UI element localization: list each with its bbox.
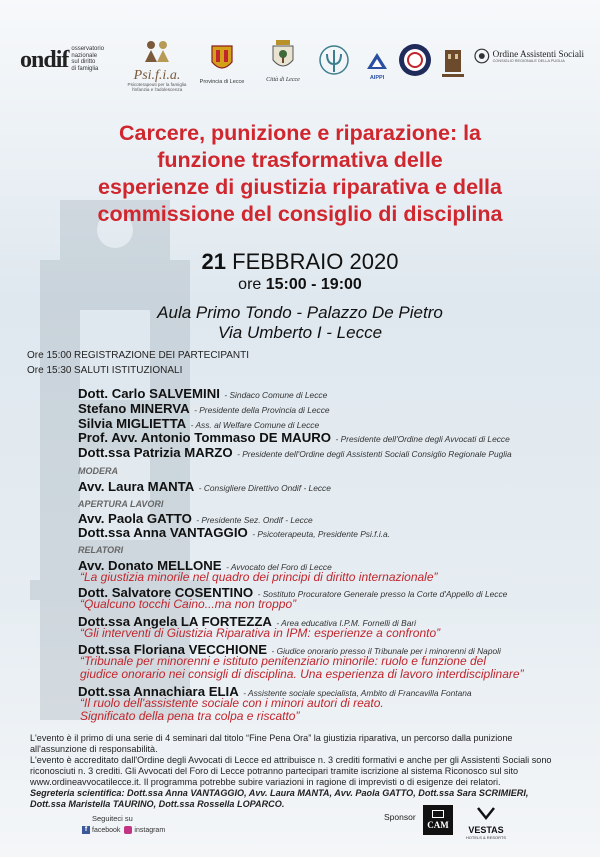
speaker-role: - Presidente Sez. Ondif - Lecce	[196, 515, 313, 525]
segreteria-line: Segreteria scientifica: Dott.ssa Anna VANTAGGIO, Avv. Laura MANTA, Avv. Paola GATTO, Dott.ssa Sara SCRIMIERI,	[30, 788, 529, 798]
note-line: www.ordineavvocatilecce.it. Il programma potrebbe subire variazioni in ragione di imprevisti o di esigenze dei relatori.	[30, 777, 501, 787]
ordine-subtitle: CONSIGLIO REGIONALE DELLA PUGLIA	[492, 59, 565, 63]
provincia-label: Provincia di Lecce	[199, 79, 245, 85]
section-label-apertura: APERTURA LAVORI	[78, 499, 164, 509]
talk-title: “Gli interventi di Giustizia Riparativa in IPM: esperienze a confronto”	[80, 626, 441, 640]
speaker-role: - Sindaco Comune di Lecce	[224, 390, 328, 400]
provincia-lecce-logo	[196, 44, 248, 85]
talk-title: “Tribunale per minorenni e istituto penitenziario minorile: ruolo e funzione del	[80, 654, 486, 668]
speaker-name: Dott. Salvatore COSENTINO	[78, 585, 254, 600]
schedule-text: SALUTI ISTITUZIONALI	[74, 365, 183, 376]
speaker-name: Dott.ssa Annachiara ELIA	[78, 684, 239, 699]
aippi-label: AIPPI	[369, 75, 385, 81]
ondif-name: ondif	[20, 47, 69, 73]
psifia-sub-line: l'infanzia e l'adolescenza	[131, 87, 183, 92]
vestas-mark-icon	[476, 806, 496, 820]
psifia-sub-line: Psicoterapeuti per la famiglia	[127, 82, 187, 87]
note-line: all'assunzione di responsabilità.	[30, 744, 158, 754]
citta-label: Città di Lecce	[266, 77, 300, 83]
ordine-circle-icon	[474, 48, 490, 64]
speaker-role: - Giudice onorario presso il Tribunale per i minorenni di Napoli	[271, 646, 501, 656]
ondif-sub-line: sul diritto	[71, 59, 96, 65]
speaker-name: Dott.ssa Patrizia MARZO	[78, 445, 233, 460]
note-line: L'evento è accreditato dall'Ordine degli Avvocati di Lecce ed attribuisce n. 3 crediti formativi e anche per gli Assistenti Sociali sono	[30, 755, 552, 765]
section-label-relatori: RELATORI	[78, 545, 124, 555]
psifia-logo	[112, 40, 202, 92]
date-day: 21	[201, 249, 227, 274]
note-line: riconosciuti n. 3 crediti. Gli Avvocati del Foro di Lecce potranno partecipari tramite iscrizione al sistema Riconosco sul sito	[30, 766, 519, 776]
schedule-text: REGISTRAZIONE DEI PARTECIPANTI	[74, 350, 250, 361]
event-date	[0, 249, 600, 275]
citta-lecce-logo	[258, 40, 308, 83]
title-line: funzione trasformativa delle	[157, 148, 443, 172]
title-line: commissione del consiglio di disciplina	[97, 202, 503, 226]
acmoid-building-icon	[442, 46, 464, 80]
partner-logos	[20, 38, 584, 96]
facebook-icon[interactable]: f	[82, 826, 90, 834]
segreteria-scientifica	[30, 788, 528, 810]
venue-address: Via Umberto I - Lecce	[217, 323, 383, 342]
segreteria-line: Dott.ssa Maristella TAURINO, Dott.ssa Rossella LOPARCO.	[30, 799, 285, 809]
talk-title: giudice onorario nei consigli di disciplina. Una esperienza di lavoro interdisciplinare”	[80, 667, 524, 681]
ondif-logo	[20, 46, 120, 72]
title-line: esperienze di giustizia riparativa e della	[98, 175, 502, 199]
venue-line: Aula Primo Tondo - Palazzo De Pietro	[157, 303, 443, 322]
provincia-crest-icon	[210, 44, 234, 74]
forum-seal-logo	[398, 43, 432, 82]
schedule-item	[27, 365, 182, 376]
event-time	[0, 276, 600, 294]
speaker-role: - Psicoterapeuta, Presidente Psi.f.i.a.	[252, 529, 390, 539]
talk-title: Significato della pena tra colpa e riscatto”	[80, 709, 300, 723]
time-range: 15:00 - 19:00	[265, 276, 362, 293]
ordine-title: Ordine Assistenti Sociali	[492, 49, 584, 59]
speaker-name: Silvia MIGLIETTA	[78, 416, 187, 431]
speaker-name: Prof. Avv. Antonio Tommaso DE MAURO	[78, 430, 332, 445]
aippi-triangle-icon	[366, 52, 388, 70]
speaker-name: Dott.ssa Anna VANTAGGIO	[78, 525, 248, 540]
ondif-sub-line: nazionale	[71, 52, 98, 59]
vestas-sub: HOTELS & RESORTS	[465, 835, 507, 840]
acmoid-logo	[442, 46, 468, 85]
psifia-figures-icon	[139, 40, 175, 64]
schedule-item	[27, 350, 249, 361]
cam-logo	[423, 805, 453, 835]
speaker-name: Avv. Donato MELLONE	[78, 558, 222, 573]
speaker-entry	[78, 478, 331, 496]
instagram-link[interactable]: instagram	[134, 826, 166, 834]
title-line: Carcere, punizione e riparazione: la	[118, 121, 482, 145]
schedule-time: Ore 15:30	[27, 365, 72, 376]
psifia-name: Psi.f.i.a.	[133, 68, 181, 83]
speaker-name: Dott.ssa Angela LA FORTEZZA	[78, 614, 272, 629]
vestas-label: VESTAS	[468, 825, 504, 835]
speaker-role: - Sostituto Procuratore Generale presso la Corte d'Appello di Lecce	[257, 589, 508, 599]
time-prefix: ore	[238, 276, 262, 293]
round-seal-icon	[398, 43, 432, 77]
citta-crest-icon	[270, 40, 296, 72]
section-label-modera: MODERA	[78, 466, 118, 476]
cam-icon	[432, 810, 444, 818]
facebook-link[interactable]: facebook	[92, 826, 121, 834]
speaker-role: - Area educativa I.P.M. Fornelli di Bari	[276, 618, 417, 628]
speaker-role: - Presidente dell'Ordine degli Avvocati di Lecce	[335, 434, 510, 444]
event-notes	[30, 733, 585, 788]
speaker-entry	[78, 524, 390, 542]
social-label: Seguiteci su	[92, 814, 133, 823]
speaker-role: - Assistente sociale specialista, Ambito di Francavilla Fontana	[243, 688, 472, 698]
talk-title: “Il ruolo dell'assistente sociale con i minori autori di reato.	[80, 696, 384, 710]
vestas-logo	[456, 806, 516, 840]
talk-title: “Qualcuno tocchi Caino...ma non troppo”	[80, 597, 297, 611]
psi-seal-icon	[316, 38, 352, 86]
speaker-entry	[78, 444, 512, 462]
speaker-name: Avv. Laura MANTA	[78, 479, 195, 494]
aippi-logo	[362, 52, 392, 81]
ordine-assistenti-sociali-logo	[474, 48, 584, 64]
date-month: FEBBRAIO 2020	[232, 249, 399, 274]
schedule-time: Ore 15:00	[27, 350, 72, 361]
ondif-sub-line: osservatorio	[71, 46, 105, 52]
cam-label: CAM	[427, 820, 449, 830]
speaker-name: Dott. Carlo SALVEMINI	[78, 386, 220, 401]
speaker-role: - Ass. al Welfare Comune di Lecce	[190, 420, 320, 430]
sponsor-label: Sponsor	[384, 812, 416, 822]
speaker-role: - Avvocato del Foro di Lecce	[226, 562, 332, 572]
speaker-role: - Presidente della Provincia di Lecce	[194, 405, 330, 415]
note-line: L'evento è il primo di una serie di 4 seminari dal titolo “Fine Pena Ora” la giustizia riparativa, un percorso dalla punizione	[30, 733, 513, 743]
speaker-role: - Presidente dell'Ordine degli Assistenti Sociali Consiglio Regionale Puglia	[237, 449, 512, 459]
speaker-name: Stefano MINERVA	[78, 401, 190, 416]
event-title	[10, 120, 590, 228]
instagram-icon[interactable]	[124, 826, 132, 834]
speaker-name: Dott.ssa Floriana VECCHIONE	[78, 642, 268, 657]
ordine-psicologi-logo	[316, 38, 352, 91]
ondif-sub-line: di famiglia	[71, 65, 99, 72]
speaker-role: - Consigliere Direttivo Ondif - Lecce	[198, 483, 331, 493]
talk-title: “La giustizia minorile nel quadro dei principi di diritto internazionale”	[80, 570, 438, 584]
speaker-name: Avv. Paola GATTO	[78, 511, 192, 526]
social-links	[82, 814, 165, 834]
